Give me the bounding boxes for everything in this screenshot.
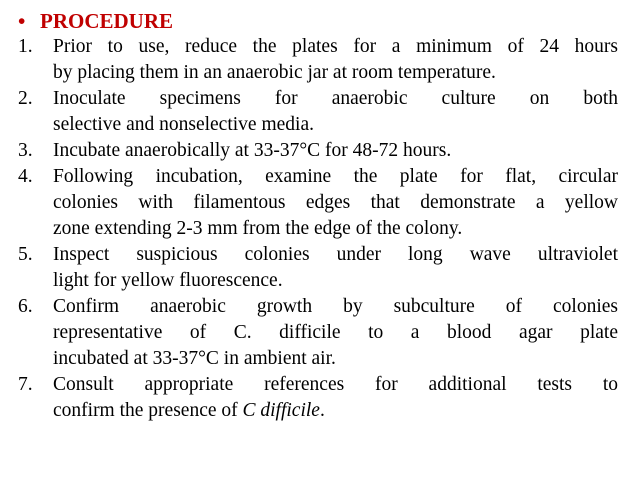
bullet-icon: • — [18, 9, 26, 33]
organism-name: C difficile — [242, 400, 320, 421]
step-text-line: by placing them in an anaerobic jar at room temperature. — [53, 62, 496, 83]
step-text-line: Inspect suspicious colonies under long wave ultraviolet — [53, 244, 618, 265]
step-text-line: selective and nonselective media. — [53, 114, 314, 135]
step-text-line: Following incubation, examine the plate for flat, circular — [53, 166, 618, 187]
heading-title: PROCEDURE — [40, 9, 174, 33]
step-1 — [18, 34, 618, 86]
step-text-prefix: confirm the presence of — [53, 400, 243, 421]
step-text-line — [53, 398, 618, 424]
step-7 — [18, 372, 618, 424]
step-number: 2. — [18, 88, 33, 109]
step-text-line: Incubate anaerobically at 33-37°C for 48-72 hours. — [53, 140, 452, 161]
step-text-line: light for yellow fluorescence. — [53, 270, 283, 291]
step-2 — [18, 86, 618, 138]
step-number: 4. — [18, 166, 33, 187]
step-4 — [18, 164, 618, 242]
step-number: 7. — [18, 374, 33, 395]
procedure-heading — [18, 8, 173, 34]
step-5 — [18, 242, 618, 294]
procedure-steps-list — [18, 34, 618, 424]
step-3 — [18, 138, 618, 164]
step-text-line: Consult appropriate references for additional tests to — [53, 374, 618, 395]
step-number: 1. — [18, 36, 33, 57]
step-text-line: Inoculate specimens for anaerobic culture on both — [53, 88, 618, 109]
step-text-line: Prior to use, reduce the plates for a minimum of 24 hours — [53, 36, 618, 57]
step-number: 5. — [18, 244, 33, 265]
step-6 — [18, 294, 618, 372]
step-text-line: incubated at 33-37°C in ambient air. — [53, 348, 336, 369]
step-text-line: representative of C. difficile to a blood agar plate — [53, 322, 618, 343]
step-text-line: zone extending 2-3 mm from the edge of the colony. — [53, 218, 463, 239]
step-text-line: colonies with filamentous edges that demonstrate a yellow — [53, 192, 618, 213]
step-text-line: Confirm anaerobic growth by subculture of colonies — [53, 296, 618, 317]
step-number: 3. — [18, 140, 33, 161]
step-text-suffix: . — [319, 400, 325, 421]
step-number: 6. — [18, 296, 33, 317]
